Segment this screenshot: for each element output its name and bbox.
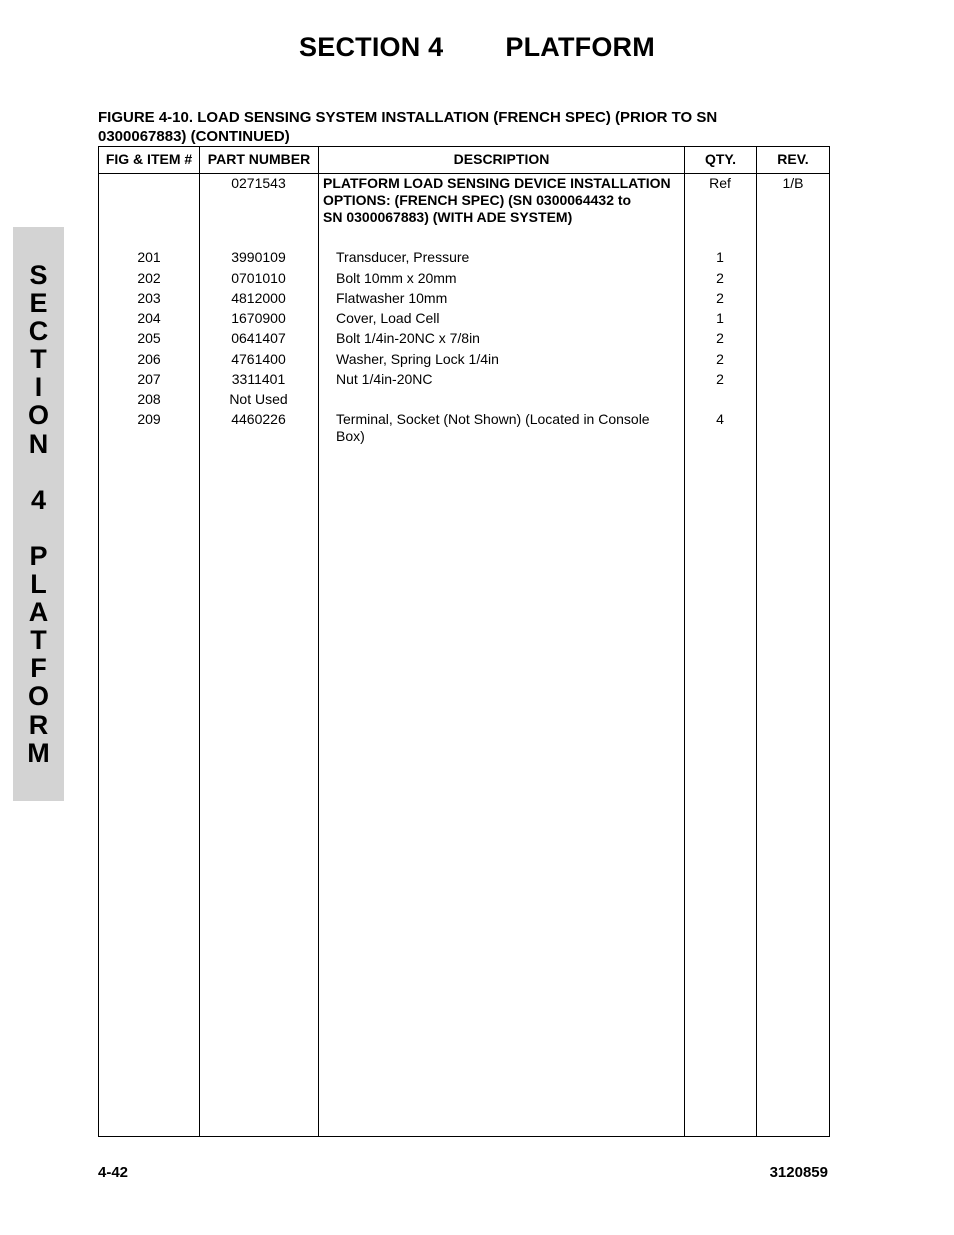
- row-qty: 1: [716, 310, 724, 326]
- side-tab-letter: F: [30, 653, 47, 684]
- row-description-line: Transducer, Pressure: [336, 249, 470, 265]
- row-item-number: 209: [137, 411, 161, 427]
- row-description: [336, 310, 676, 327]
- row-description-line: Cover, Load Cell: [336, 310, 440, 326]
- row-description: [336, 270, 676, 287]
- side-tab-letter: O: [27, 400, 49, 431]
- side-tab-letter: P: [29, 540, 48, 571]
- side-tab-letter: M: [27, 737, 50, 768]
- row-description: [336, 411, 676, 445]
- column-divider: [318, 147, 319, 1136]
- row-description: [336, 330, 676, 347]
- row-part-number: 4460226: [231, 411, 286, 427]
- side-tab-letter: T: [30, 344, 47, 375]
- row-part-number: 3990109: [231, 249, 286, 265]
- side-tab-letter: N: [28, 428, 49, 459]
- row-part-number: 4812000: [231, 290, 286, 306]
- row-qty: 2: [716, 270, 724, 286]
- row-part-number: 1670900: [231, 310, 286, 326]
- side-tab-letter: T: [30, 625, 47, 656]
- row-qty: 2: [716, 290, 724, 306]
- parts-table: [98, 146, 830, 1137]
- assembly-description-line: SN 0300067883) (WITH ADE SYSTEM): [323, 209, 573, 225]
- assembly-qty: Ref: [709, 175, 731, 191]
- row-description: [336, 371, 676, 388]
- row-description: [336, 351, 676, 368]
- row-item-number: 204: [137, 310, 161, 326]
- figure-title: [98, 108, 798, 146]
- header-rev: REV.: [777, 151, 809, 167]
- side-tab-letter: [13, 458, 64, 486]
- row-part-number: 0701010: [231, 270, 286, 286]
- row-description-line: Nut 1/4in-20NC: [336, 371, 433, 387]
- side-tab-letter: S: [29, 260, 48, 290]
- page-header: [0, 32, 954, 63]
- row-part-number: 3311401: [231, 371, 286, 387]
- row-qty: 2: [716, 330, 724, 346]
- row-item-number: 207: [137, 371, 161, 387]
- assembly-description: [323, 175, 683, 226]
- row-description-line: Bolt 10mm x 20mm: [336, 270, 457, 286]
- assembly-description-line: OPTIONS: (FRENCH SPEC) (SN 0300064432 to: [323, 192, 632, 208]
- row-item-number: 202: [137, 270, 161, 286]
- side-tab-letter: O: [27, 681, 49, 712]
- row-qty: 4: [716, 411, 724, 427]
- header-description: DESCRIPTION: [453, 151, 550, 167]
- assembly-part-number: 0271543: [231, 175, 286, 191]
- row-qty: 2: [716, 351, 724, 367]
- figure-title-line-1: FIGURE 4-10. LOAD SENSING SYSTEM INSTALLATION (FRENCH SPEC) (PRIOR TO SN: [98, 109, 718, 126]
- side-tab-letter: A: [28, 597, 49, 628]
- side-tab-letter: R: [28, 709, 49, 740]
- document-number: 3120859: [769, 1164, 828, 1181]
- row-qty: 1: [716, 249, 724, 265]
- row-description: [336, 290, 676, 307]
- side-tab-letters: [13, 261, 64, 767]
- header-qty: QTY.: [704, 151, 737, 167]
- row-description-line: Box): [336, 428, 365, 444]
- page-number: 4-42: [98, 1164, 129, 1181]
- row-item-number: 206: [137, 351, 161, 367]
- row-description-line: Flatwasher 10mm: [336, 290, 448, 306]
- section-label: SECTION 4: [299, 32, 444, 62]
- row-description-line: Washer, Spring Lock 1/4in: [336, 351, 499, 367]
- side-tab-letter: [13, 514, 64, 542]
- figure-title-line-2: 0300067883) (CONTINUED): [98, 128, 290, 145]
- column-divider: [756, 147, 757, 1136]
- row-part-number: 0641407: [231, 330, 286, 346]
- row-description: [336, 249, 676, 266]
- assembly-rev: 1/B: [782, 175, 804, 191]
- row-qty: 2: [716, 371, 724, 387]
- row-item-number: 203: [137, 290, 161, 306]
- row-item-number: 201: [137, 249, 161, 265]
- side-tab-letter: I: [34, 372, 43, 403]
- side-tab-letter: C: [28, 316, 49, 347]
- row-part-number: 4761400: [231, 351, 286, 367]
- row-item-number: 205: [137, 330, 161, 346]
- row-part-number: Not Used: [229, 391, 288, 407]
- section-title: PLATFORM: [505, 32, 655, 62]
- section-side-tab: [13, 227, 64, 801]
- row-item-number: 208: [137, 391, 161, 407]
- assembly-description-line: PLATFORM LOAD SENSING DEVICE INSTALLATION: [323, 175, 671, 191]
- header-fig-item: FIG & ITEM #: [105, 151, 193, 167]
- header-part-number: PART NUMBER: [207, 151, 311, 167]
- side-tab-letter: 4: [30, 484, 47, 515]
- side-tab-letter: E: [29, 288, 48, 319]
- side-tab-letter: L: [30, 569, 47, 600]
- row-description-line: Bolt 1/4in-20NC x 7/8in: [336, 330, 480, 346]
- header-divider: [99, 173, 829, 174]
- row-description-line: Terminal, Socket (Not Shown) (Located in Console: [336, 411, 650, 427]
